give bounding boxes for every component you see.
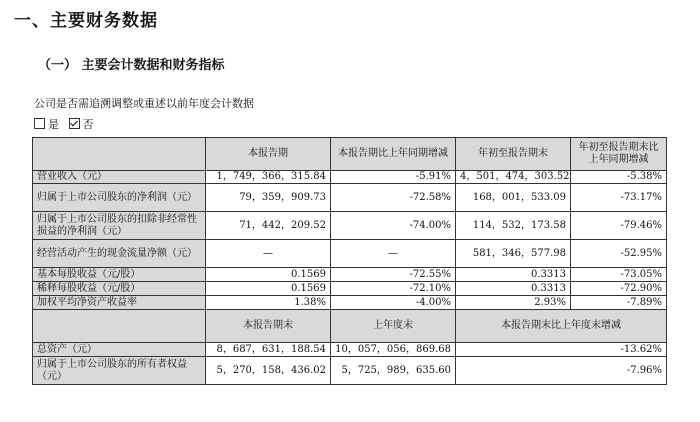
- row-label: 总资产（元）: [33, 343, 206, 357]
- row-label: 归属于上市公司股东的所有者权益（元）: [33, 357, 206, 385]
- cell: -7.96%: [456, 357, 667, 385]
- cell: 1.38%: [206, 296, 331, 310]
- cell: -73.17%: [571, 184, 667, 212]
- cell: —: [331, 240, 456, 268]
- cell: -72.90%: [571, 282, 667, 296]
- table-row: [33, 268, 667, 282]
- cell: -13.62%: [456, 343, 667, 357]
- table-row: [33, 212, 667, 240]
- restate-question: 公司是否需追溯调整或重述以前年度会计数据: [34, 97, 254, 110]
- cell: 5，270，158，436.02: [206, 357, 331, 385]
- row-label: 稀释每股收益（元/股）: [33, 282, 206, 296]
- row-label: 归属于上市公司股东的扣除非经常性损益的净利润（元）: [33, 212, 206, 240]
- table-row: [33, 240, 667, 268]
- restate-options: [34, 116, 94, 132]
- cell: 168，001，533.09: [456, 184, 571, 212]
- header-cell-current-period: 本报告期: [206, 138, 331, 171]
- header-cell-ytd-yoy-change: 年初至报告期末比上年同期增减: [571, 138, 667, 171]
- table-row: [33, 282, 667, 296]
- table-row: [33, 296, 667, 310]
- cell: 0.3313: [456, 268, 571, 282]
- cell: -5.91%: [331, 171, 456, 184]
- subsection-title: （一） 主要会计数据和财务指标: [38, 58, 225, 73]
- row-label: 经营活动产生的现金流量净额（元）: [33, 240, 206, 268]
- row-label: 加权平均净资产收益率: [33, 296, 206, 310]
- header-cell-change: 本报告期末比上年度末增减: [456, 310, 667, 343]
- row-label: 归属于上市公司股东的净利润（元）: [33, 184, 206, 212]
- table-row: [33, 171, 667, 184]
- header-cell-ytd: 年初至报告期末: [456, 138, 571, 171]
- row-label: 营业收入（元）: [33, 171, 206, 184]
- header-cell-prior-year-end: 上年度末: [331, 310, 456, 343]
- no-checkbox[interactable]: [69, 118, 80, 129]
- financial-data-table: [32, 137, 667, 385]
- header-cell-yoy-change: 本报告期比上年同期增减: [331, 138, 456, 171]
- section-title: 一、主要财务数据: [14, 11, 158, 31]
- table-row: [33, 184, 667, 212]
- cell: 8，687，631，188.54: [206, 343, 331, 357]
- table-row: [33, 343, 667, 357]
- cell: 114，532，173.58: [456, 212, 571, 240]
- cell: 1，749，366，315.84: [206, 171, 331, 184]
- cell: 581，346，577.98: [456, 240, 571, 268]
- yes-checkbox[interactable]: [34, 118, 45, 129]
- yes-label: 是: [48, 118, 59, 131]
- header-cell-blank: [33, 138, 206, 171]
- cell: -72.58%: [331, 184, 456, 212]
- cell: -5.38%: [571, 171, 667, 184]
- cell: 0.1569: [206, 268, 331, 282]
- cell: 79，359，909.73: [206, 184, 331, 212]
- cell: -72.55%: [331, 268, 456, 282]
- table-header-row: [33, 310, 667, 343]
- cell: -52.95%: [571, 240, 667, 268]
- table-row: [33, 357, 667, 385]
- cell: 0.3313: [456, 282, 571, 296]
- cell: -73.05%: [571, 268, 667, 282]
- cell: -4.00%: [331, 296, 456, 310]
- cell: -72.10%: [331, 282, 456, 296]
- cell: -79.46%: [571, 212, 667, 240]
- header-cell-blank: [33, 310, 206, 343]
- cell: 0.1569: [206, 282, 331, 296]
- cell: 10，057，056，869.68: [331, 343, 456, 357]
- cell: -7.89%: [571, 296, 667, 310]
- no-label: 否: [82, 118, 94, 131]
- cell: 71，442，209.52: [206, 212, 331, 240]
- cell: 5，725，989，635.60: [331, 357, 456, 385]
- header-cell-period-end: 本报告期末: [206, 310, 331, 343]
- row-label: 基本每股收益（元/股）: [33, 268, 206, 282]
- cell: —: [206, 240, 331, 268]
- cell: 2.93%: [456, 296, 571, 310]
- cell: 4，501，474，303.52: [456, 171, 571, 184]
- cell: -74.00%: [331, 212, 456, 240]
- table-header-row: [33, 138, 667, 171]
